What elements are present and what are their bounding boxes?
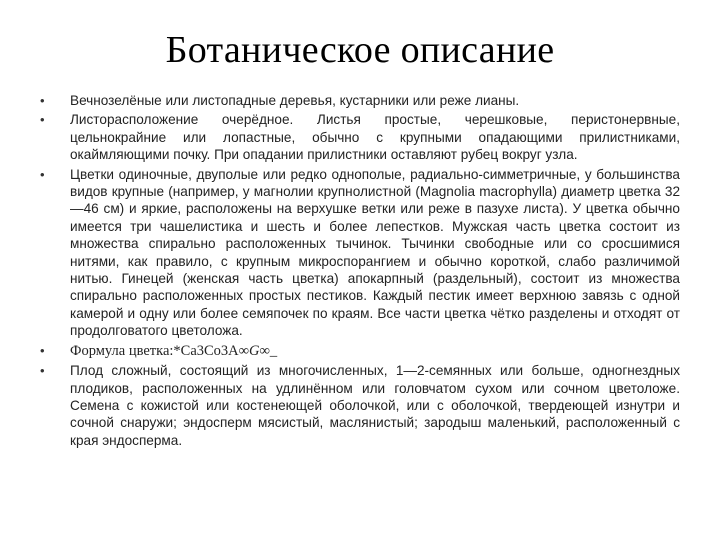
bullet-glyph: •: [40, 93, 45, 108]
bullet-item-growth-form: [40, 92, 680, 109]
bullet-item-flowers: [40, 166, 680, 340]
formula-prefix: Формула цветка:*Ca3Co3A∞: [70, 342, 249, 359]
bullet-glyph: •: [40, 342, 45, 358]
slide-title: Ботаническое описание: [165, 29, 555, 71]
bullet-text: Вечнозелёные или листопадные деревья, кустарники или реже лианы.: [70, 93, 520, 108]
formula-gynoecium: G∞: [249, 342, 270, 359]
bullet-item-leaves: [40, 111, 680, 163]
bullet-list: [40, 92, 680, 449]
bullet-item-fruit: [40, 362, 680, 449]
bullet-text: Листорасположение очерёдное. Листья простые, черешковые, перистонервные, цельнокрайние или лопастные, обычно с крупными опадающими прилистниками, окаймляющими почку. При опадании прилистники оставляют рубец вокруг узла.: [70, 112, 680, 163]
bullet-item-formula: [40, 342, 680, 360]
bullet-glyph: •: [40, 363, 45, 379]
bullet-glyph: •: [40, 112, 45, 128]
slide-content: [40, 92, 680, 500]
bullet-text: Плод сложный, состоящий из многочисленных, 1—2-семянных или больше, одногнездных плодиков, расположенных на удлинённом или головчатом сухом или сочном цветоложе. Семена с кожистой или костенеющей оболочкой, или с оболочкой, твердеющей изнутри и сочной снаружи; эндосперм мясистый, маслянистый; зародыш маленький, расположенный с края эндосперма.: [70, 363, 680, 448]
bullet-glyph: •: [40, 166, 45, 182]
formula-suffix: _: [269, 342, 278, 359]
bullet-text: Цветки одиночные, двуполые или редко однополые, радиально-симметричные, у большинства видов крупные (например, у магнолии крупнолистной (Magnolia macrophylla) диаметр цветка 32—46 см) и яркие, расположены на верхушке ветки или реже в пазухе листа). У цветка обычно имеется три чашелистика и шесть и более лепестков. Мужская часть цветка состоит из множества спирально расположенных тычинок. Тычинки свободные или со сросшимися нитями, как правило, с крупным микроспорангием и обычно короткой, слабо различимой нитью. Гинецей (женская часть цветка) апокарпный (раздельный), состоит из множества спирально расположенных простых пестиков. Каждый пестик имеет верхнюю завязь с одной камерой и одну или более семяпочек по краям. Все части цветка чётко разделены и отходят от продолговатого цветоложа.: [70, 166, 680, 339]
